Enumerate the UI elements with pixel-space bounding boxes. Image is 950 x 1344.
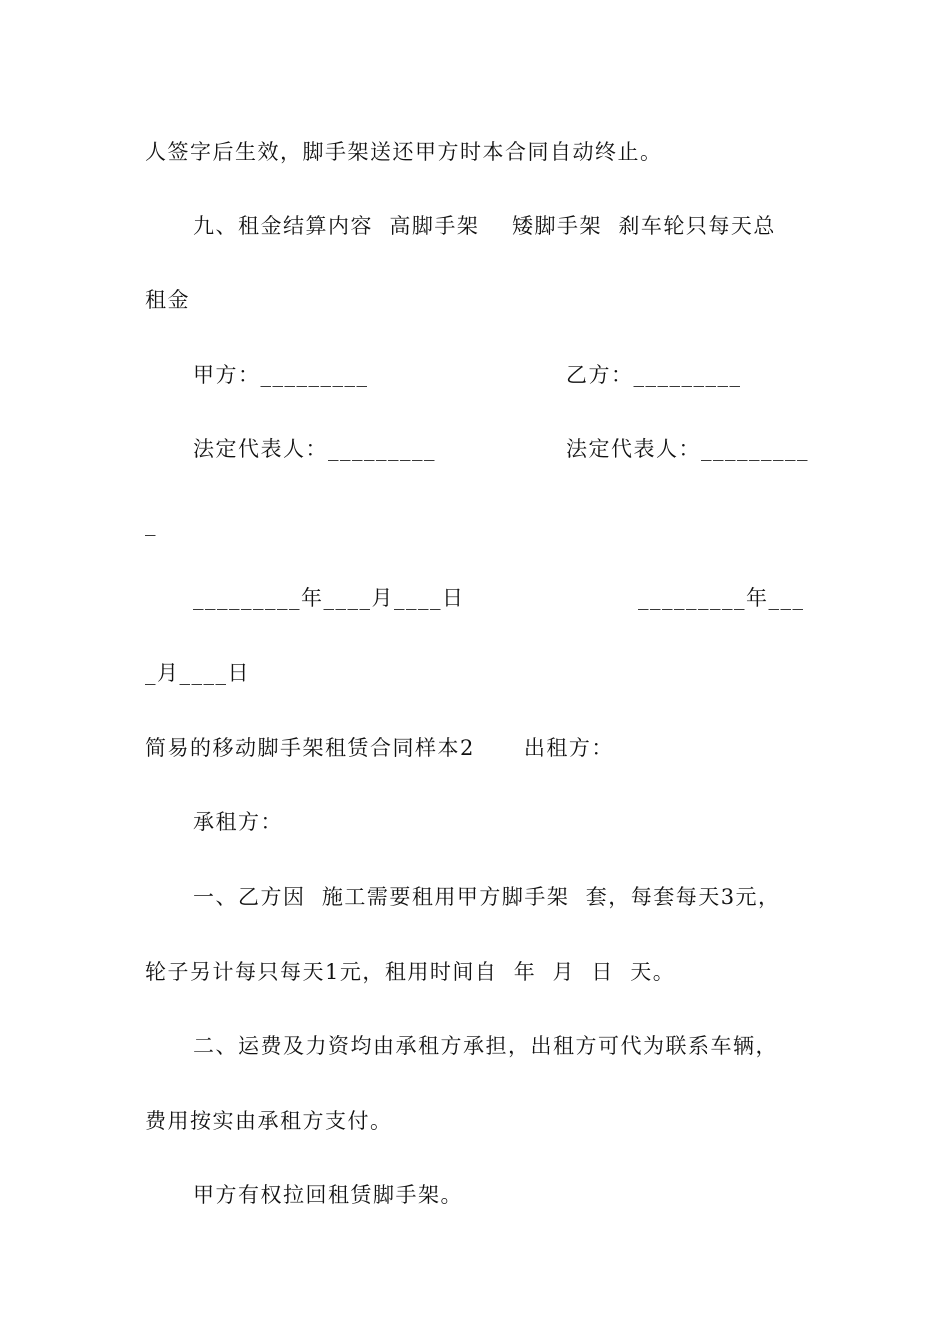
clause-line: 甲方有权拉回租赁脚手架。 bbox=[193, 1183, 463, 1207]
text-line: _月____日 bbox=[145, 661, 250, 685]
party-a-field: 甲方：_________ bbox=[193, 363, 369, 387]
text-line: 承租方： bbox=[193, 810, 283, 834]
clause-line: 二、运费及力资均由承租方承担，出租方可代为联系车辆， bbox=[193, 1034, 778, 1058]
clause-line: 轮子另计每只每天1元，租用时间自 年 月 日 天。 bbox=[145, 960, 676, 984]
party-a-representative-field: 法定代表人：_________ bbox=[193, 437, 436, 461]
party-b-field: 乙方：_________ bbox=[566, 363, 742, 387]
text-line: 租金 bbox=[145, 288, 190, 312]
party-b-date-field: _________年___ bbox=[638, 586, 805, 610]
section-heading: 简易的移动脚手架租赁合同样本2 出租方： bbox=[145, 736, 614, 760]
text-line: _ bbox=[145, 512, 157, 536]
text-line: 九、租金结算内容 高脚手架 矮脚手架 刹车轮只每天总 bbox=[193, 214, 776, 238]
party-b-representative-field: 法定代表人：_________ bbox=[566, 437, 809, 461]
clause-line: 一、乙方因 施工需要租用甲方脚手架 套，每套每天3元， bbox=[193, 885, 781, 909]
text-line: 人签字后生效，脚手架送还甲方时本合同自动终止。 bbox=[145, 140, 663, 164]
clause-line: 费用按实由承租方支付。 bbox=[145, 1109, 393, 1133]
party-a-date-field: _________年____月____日 bbox=[193, 586, 465, 610]
